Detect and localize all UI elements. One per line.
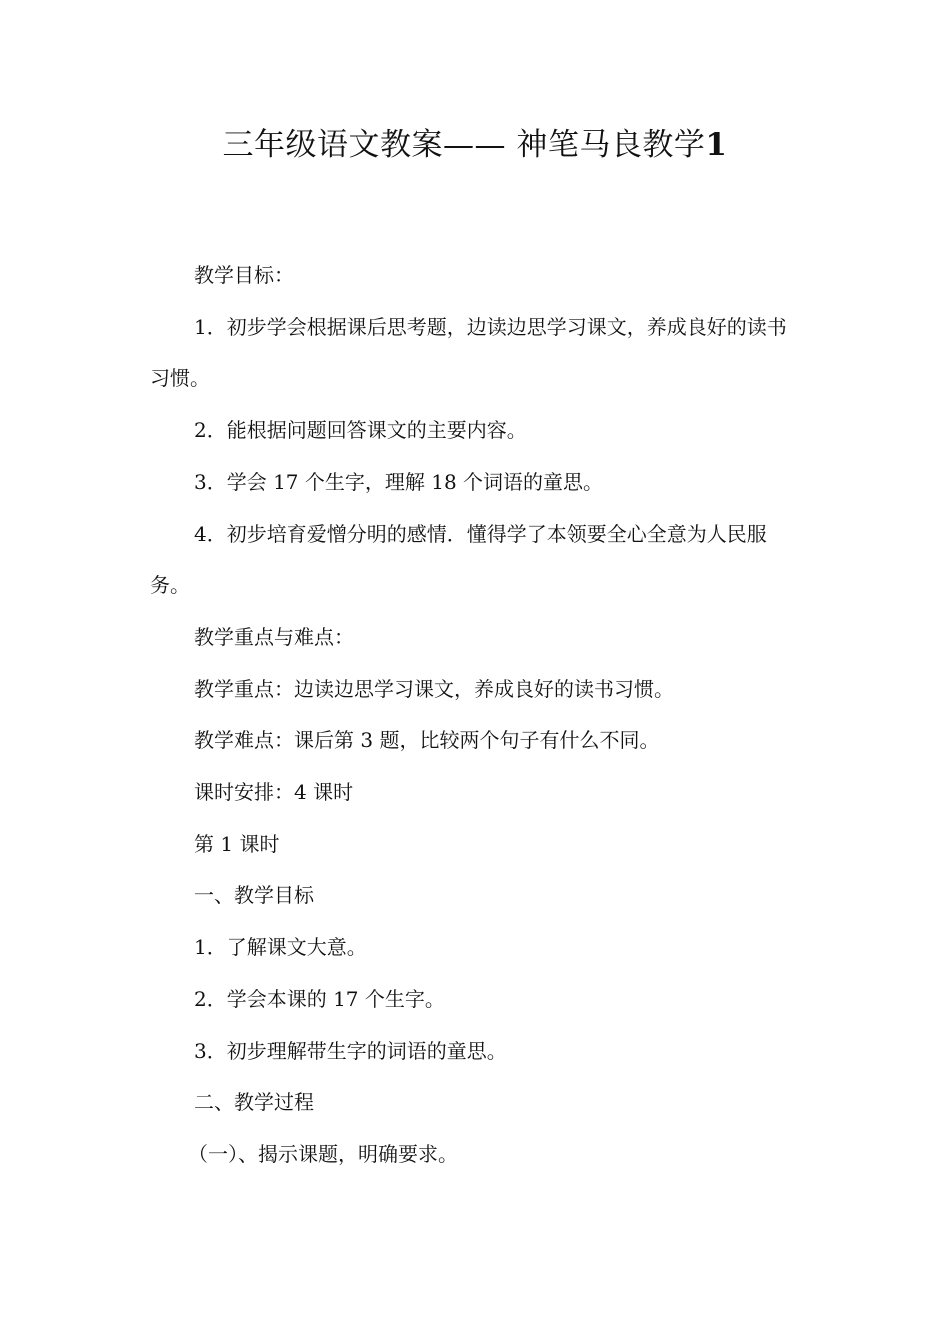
section-heading-key-points: 教学重点与难点： <box>194 624 354 649</box>
objective-item-2: 2．能根据问题回答课文的主要内容。 <box>194 418 527 443</box>
lesson-objective-2: 2．学会本课的 17 个生字。 <box>194 986 445 1011</box>
lesson-heading: 第 1 课时 <box>194 831 280 856</box>
lesson-objective-1: 1．了解课文大意。 <box>194 935 367 960</box>
document-body <box>150 250 790 1181</box>
lesson-objectives-heading: 一、教学目标 <box>194 883 314 908</box>
process-step-1: （一）、揭示课题，明确要求。 <box>188 1141 458 1166</box>
title-text: 三年级语文教案—— 神笔马良教学 <box>222 127 706 163</box>
objective-item-3: 3．学会 17 个生字，理解 18 个词语的童思。 <box>194 469 604 494</box>
objective-item-4: 4．初步培育爱憎分明的感情．懂得学了本领要全心全意为人民服务。 <box>150 521 767 598</box>
difficulty-text: 教学难点：课后第 3 题，比较两个句子有什么不同。 <box>194 728 660 753</box>
key-point-text: 教学重点：边读边思学习课文，养成良好的读书习惯。 <box>194 676 674 701</box>
title-number: 1 <box>705 127 728 163</box>
lesson-objective-3: 3．初步理解带生字的词语的童思。 <box>194 1038 507 1063</box>
document-title <box>0 122 950 168</box>
schedule-text: 课时安排：4 课时 <box>194 780 354 805</box>
process-heading: 二、教学过程 <box>194 1090 314 1115</box>
section-heading-objectives: 教学目标： <box>194 263 294 287</box>
objective-item-1: 1．初步学会根据课后思考题，边读边思学习课文，养成良好的读书习惯。 <box>150 314 787 391</box>
